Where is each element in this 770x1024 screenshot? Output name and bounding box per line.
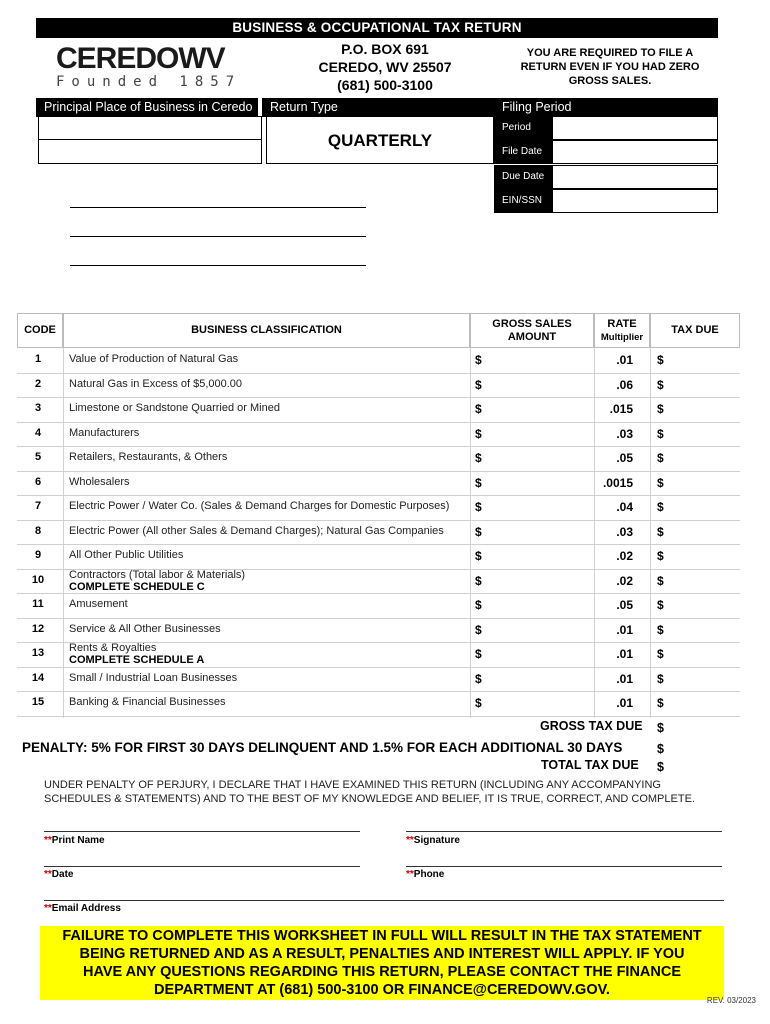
row-classification: Banking & Financial Businesses xyxy=(69,696,226,709)
email-line[interactable] xyxy=(44,900,724,901)
warning-line: FAILURE TO COMPLETE THIS WORKSHEET IN FULL WILL RESULT IN THE TAX STATEMENT xyxy=(62,928,702,944)
logo-name: CEREDOWV xyxy=(56,42,225,75)
row-classification: Value of Production of Natural Gas xyxy=(69,353,239,366)
row-classification: Electric Power (All other Sales & Demand Charges); Natural Gas Companies xyxy=(69,524,444,537)
row-divider xyxy=(17,520,740,521)
address-line-blank[interactable] xyxy=(70,265,366,266)
tax-due-input[interactable]: $ xyxy=(657,426,664,441)
principal-place-input-1[interactable] xyxy=(38,116,262,141)
tax-due-input[interactable]: $ xyxy=(657,524,664,539)
gross-sales-input[interactable]: $ xyxy=(475,500,482,515)
rate-multiplier: .03 xyxy=(616,524,633,539)
date-label: **Date xyxy=(44,869,74,880)
rate-multiplier: .01 xyxy=(616,671,633,686)
tax-due-input[interactable]: $ xyxy=(657,549,664,564)
row-code: 8 xyxy=(34,524,42,537)
rate-multiplier: .04 xyxy=(616,500,633,515)
tax-due-input[interactable]: $ xyxy=(657,475,664,490)
row-divider xyxy=(17,544,740,545)
rate-multiplier: .03 xyxy=(616,426,633,441)
row-code: 5 xyxy=(34,451,42,464)
tax-due-input[interactable]: $ xyxy=(657,500,664,515)
col-code-header: CODE xyxy=(17,313,63,348)
row-code: 11 xyxy=(32,598,44,611)
address-phone: (681) 500-3100 xyxy=(337,77,433,93)
row-divider xyxy=(17,691,740,692)
row-classification: Natural Gas in Excess of $5,000.00 xyxy=(69,377,243,390)
rate-multiplier: .05 xyxy=(616,451,633,466)
row-code: 1 xyxy=(34,353,42,366)
total-tax-due-dollar: $ xyxy=(657,760,664,774)
row-code: 10 xyxy=(31,573,45,586)
signature-line[interactable] xyxy=(406,831,722,832)
rate-multiplier: .01 xyxy=(616,353,633,368)
row-divider xyxy=(17,667,740,668)
gross-sales-input[interactable]: $ xyxy=(475,696,482,711)
row-divider xyxy=(17,618,740,619)
row-code: 15 xyxy=(31,696,45,709)
row-classification: Electric Power / Water Co. (Sales & Demand Charges for Domestic Purposes) xyxy=(69,500,450,513)
failure-warning xyxy=(40,926,724,1000)
gross-sales-input[interactable]: $ xyxy=(475,426,482,441)
tax-due-input[interactable]: $ xyxy=(657,696,664,711)
principal-place-input-2[interactable] xyxy=(38,139,262,164)
rate-label: RATE xyxy=(607,317,637,330)
principal-place-header: Principal Place of Business in Ceredo xyxy=(36,98,258,117)
column-divider xyxy=(470,348,471,718)
tax-due-input[interactable]: $ xyxy=(657,451,664,466)
row-divider xyxy=(17,446,740,447)
gross-sales-input[interactable]: $ xyxy=(475,475,482,490)
row-code: 7 xyxy=(34,500,42,513)
rate-multiplier: .02 xyxy=(616,549,633,564)
rate-multiplier: .06 xyxy=(616,377,633,392)
ein-ssn-input[interactable] xyxy=(552,189,718,213)
return-type-value: QUARTERLY xyxy=(266,116,494,164)
file-date-label: File Date xyxy=(494,140,552,164)
row-classification: Service & All Other Businesses xyxy=(69,622,221,635)
tax-due-input[interactable]: $ xyxy=(657,377,664,392)
col-gross-sales-header: GROSS SALES AMOUNT xyxy=(470,313,594,348)
col-rate-header xyxy=(594,313,650,348)
logo-tagline: Founded 1857 xyxy=(56,74,242,90)
address-line-blank[interactable] xyxy=(70,236,366,237)
row-code: 6 xyxy=(34,475,42,488)
gross-sales-input[interactable]: $ xyxy=(475,598,482,613)
perjury-line: UNDER PENALTY OF PERJURY, I DECLARE THAT I HAVE EXAMINED THIS RETURN (INCLUDING ANY ACCOMPANYING xyxy=(44,779,661,791)
rate-multiplier: .01 xyxy=(616,696,633,711)
tax-due-input[interactable]: $ xyxy=(657,622,664,637)
row-classification: Limestone or Sandstone Quarried or Mined xyxy=(69,402,280,415)
filing-period-header: Filing Period xyxy=(494,98,718,117)
signature-label: **Signature xyxy=(406,835,460,846)
gross-tax-due-dollar: $ xyxy=(657,721,664,735)
rate-multiplier: .015 xyxy=(609,402,633,417)
gross-sales-input[interactable]: $ xyxy=(475,549,482,564)
gross-sales-input[interactable]: $ xyxy=(475,402,482,417)
perjury-line: SCHEDULES & STATEMENTS) AND TO THE BEST OF MY KNOWLEDGE AND BELIEF, IT IS TRUE, CORRECT, AND COMPLETE. xyxy=(44,793,695,805)
zero-sales-notice: YOU ARE REQUIRED TO FILE A RETURN EVEN IF YOU HAD ZERO GROSS SALES. xyxy=(520,47,700,87)
row-code: 2 xyxy=(34,377,42,390)
penalty-text: PENALTY: 5% FOR FIRST 30 DAYS DELINQUENT AND 1.5% FOR EACH ADDITIONAL 30 DAYS xyxy=(22,740,623,755)
rate-multiplier: .02 xyxy=(616,573,633,588)
mailing-address xyxy=(300,40,470,94)
rate-multiplier: .05 xyxy=(616,598,633,613)
gross-sales-input[interactable]: $ xyxy=(475,524,482,539)
due-date-input[interactable] xyxy=(552,165,718,189)
row-divider xyxy=(17,716,740,717)
period-label: Period xyxy=(494,116,552,140)
classification-text: Rents & Royalties xyxy=(69,642,157,655)
gross-sales-input[interactable]: $ xyxy=(475,573,482,588)
address-line1: P.O. BOX 691 xyxy=(341,41,429,57)
column-divider xyxy=(650,348,651,718)
tax-due-input[interactable]: $ xyxy=(657,647,664,662)
gross-sales-input[interactable]: $ xyxy=(475,647,482,662)
row-code: 13 xyxy=(31,647,45,660)
row-classification: Amusement xyxy=(69,598,128,611)
classification-text: Contractors (Total labor & Materials) xyxy=(69,568,246,581)
rate-multiplier: .01 xyxy=(616,622,633,637)
gross-sales-input[interactable]: $ xyxy=(475,622,482,637)
address-line-blank[interactable] xyxy=(70,207,366,208)
tax-due-input[interactable]: $ xyxy=(657,353,664,368)
warning-line: DEPARTMENT AT (681) 500-3100 OR FINANCE@CEREDOWV.GOV. xyxy=(154,982,610,998)
tax-due-input[interactable]: $ xyxy=(657,573,664,588)
gross-sales-input[interactable]: $ xyxy=(475,353,482,368)
rate-multiplier: .0015 xyxy=(602,475,633,490)
row-code: 12 xyxy=(31,622,45,635)
total-tax-due-label: TOTAL TAX DUE xyxy=(541,758,639,772)
row-divider xyxy=(17,471,740,472)
row-classification xyxy=(69,569,469,593)
ceredo-logo xyxy=(56,44,256,90)
phone-line[interactable] xyxy=(406,866,722,867)
tax-due-input[interactable]: $ xyxy=(657,671,664,686)
schedule-note: COMPLETE SCHEDULE A xyxy=(69,654,205,667)
tax-due-input[interactable]: $ xyxy=(657,402,664,417)
revision-date: REV. 03/2023 xyxy=(706,996,756,1005)
gross-sales-input[interactable]: $ xyxy=(475,451,482,466)
col-tax-due-header: TAX DUE xyxy=(650,313,740,348)
period-input[interactable] xyxy=(552,116,718,140)
due-date-label: Due Date xyxy=(494,165,552,189)
warning-line: BEING RETURNED AND AS A RESULT, PENALTIES AND INTEREST WILL APPLY. IF YOU xyxy=(79,946,685,962)
warning-line: HAVE ANY QUESTIONS REGARDING THIS RETURN, PLEASE CONTACT THE FINANCE xyxy=(82,964,682,980)
row-divider xyxy=(17,593,740,594)
phone-label: **Phone xyxy=(406,869,445,880)
column-divider xyxy=(63,348,64,718)
row-classification: Retailers, Restaurants, & Others xyxy=(69,451,228,464)
address-line2: CEREDO, WV 25507 xyxy=(318,59,452,75)
row-classification: Small / Industrial Loan Businesses xyxy=(69,671,238,684)
rate-multiplier-label: Multiplier xyxy=(600,331,644,343)
return-type-header: Return Type xyxy=(262,98,494,117)
row-code: 4 xyxy=(34,426,42,439)
row-code: 14 xyxy=(31,671,45,684)
row-divider xyxy=(17,373,740,374)
row-classification: Wholesalers xyxy=(69,475,130,488)
gross-sales-input[interactable]: $ xyxy=(475,377,482,392)
row-code: 9 xyxy=(34,549,42,562)
perjury-statement xyxy=(44,778,734,806)
row-classification: All Other Public Utilities xyxy=(69,549,184,562)
print-name-line[interactable] xyxy=(44,831,360,832)
row-code: 3 xyxy=(34,402,42,415)
tax-due-input[interactable]: $ xyxy=(657,598,664,613)
penalty-dollar: $ xyxy=(657,742,664,756)
col-classification-header: BUSINESS CLASSIFICATION xyxy=(63,313,470,348)
gross-sales-input[interactable]: $ xyxy=(475,671,482,686)
rate-multiplier: .01 xyxy=(616,647,633,662)
row-classification xyxy=(69,642,469,666)
form-title: BUSINESS & OCCUPATIONAL TAX RETURN xyxy=(36,18,718,38)
row-divider xyxy=(17,397,740,398)
file-date-input[interactable] xyxy=(552,140,718,164)
row-classification: Manufacturers xyxy=(69,426,140,439)
date-line[interactable] xyxy=(44,866,360,867)
row-divider xyxy=(17,495,740,496)
print-name-label: **Print Name xyxy=(44,835,105,846)
row-divider xyxy=(17,422,740,423)
ein-ssn-label: EIN/SSN xyxy=(494,189,552,213)
schedule-note: COMPLETE SCHEDULE C xyxy=(69,580,205,593)
gross-tax-due-label: GROSS TAX DUE xyxy=(540,719,643,733)
email-label: **Email Address xyxy=(44,903,121,914)
